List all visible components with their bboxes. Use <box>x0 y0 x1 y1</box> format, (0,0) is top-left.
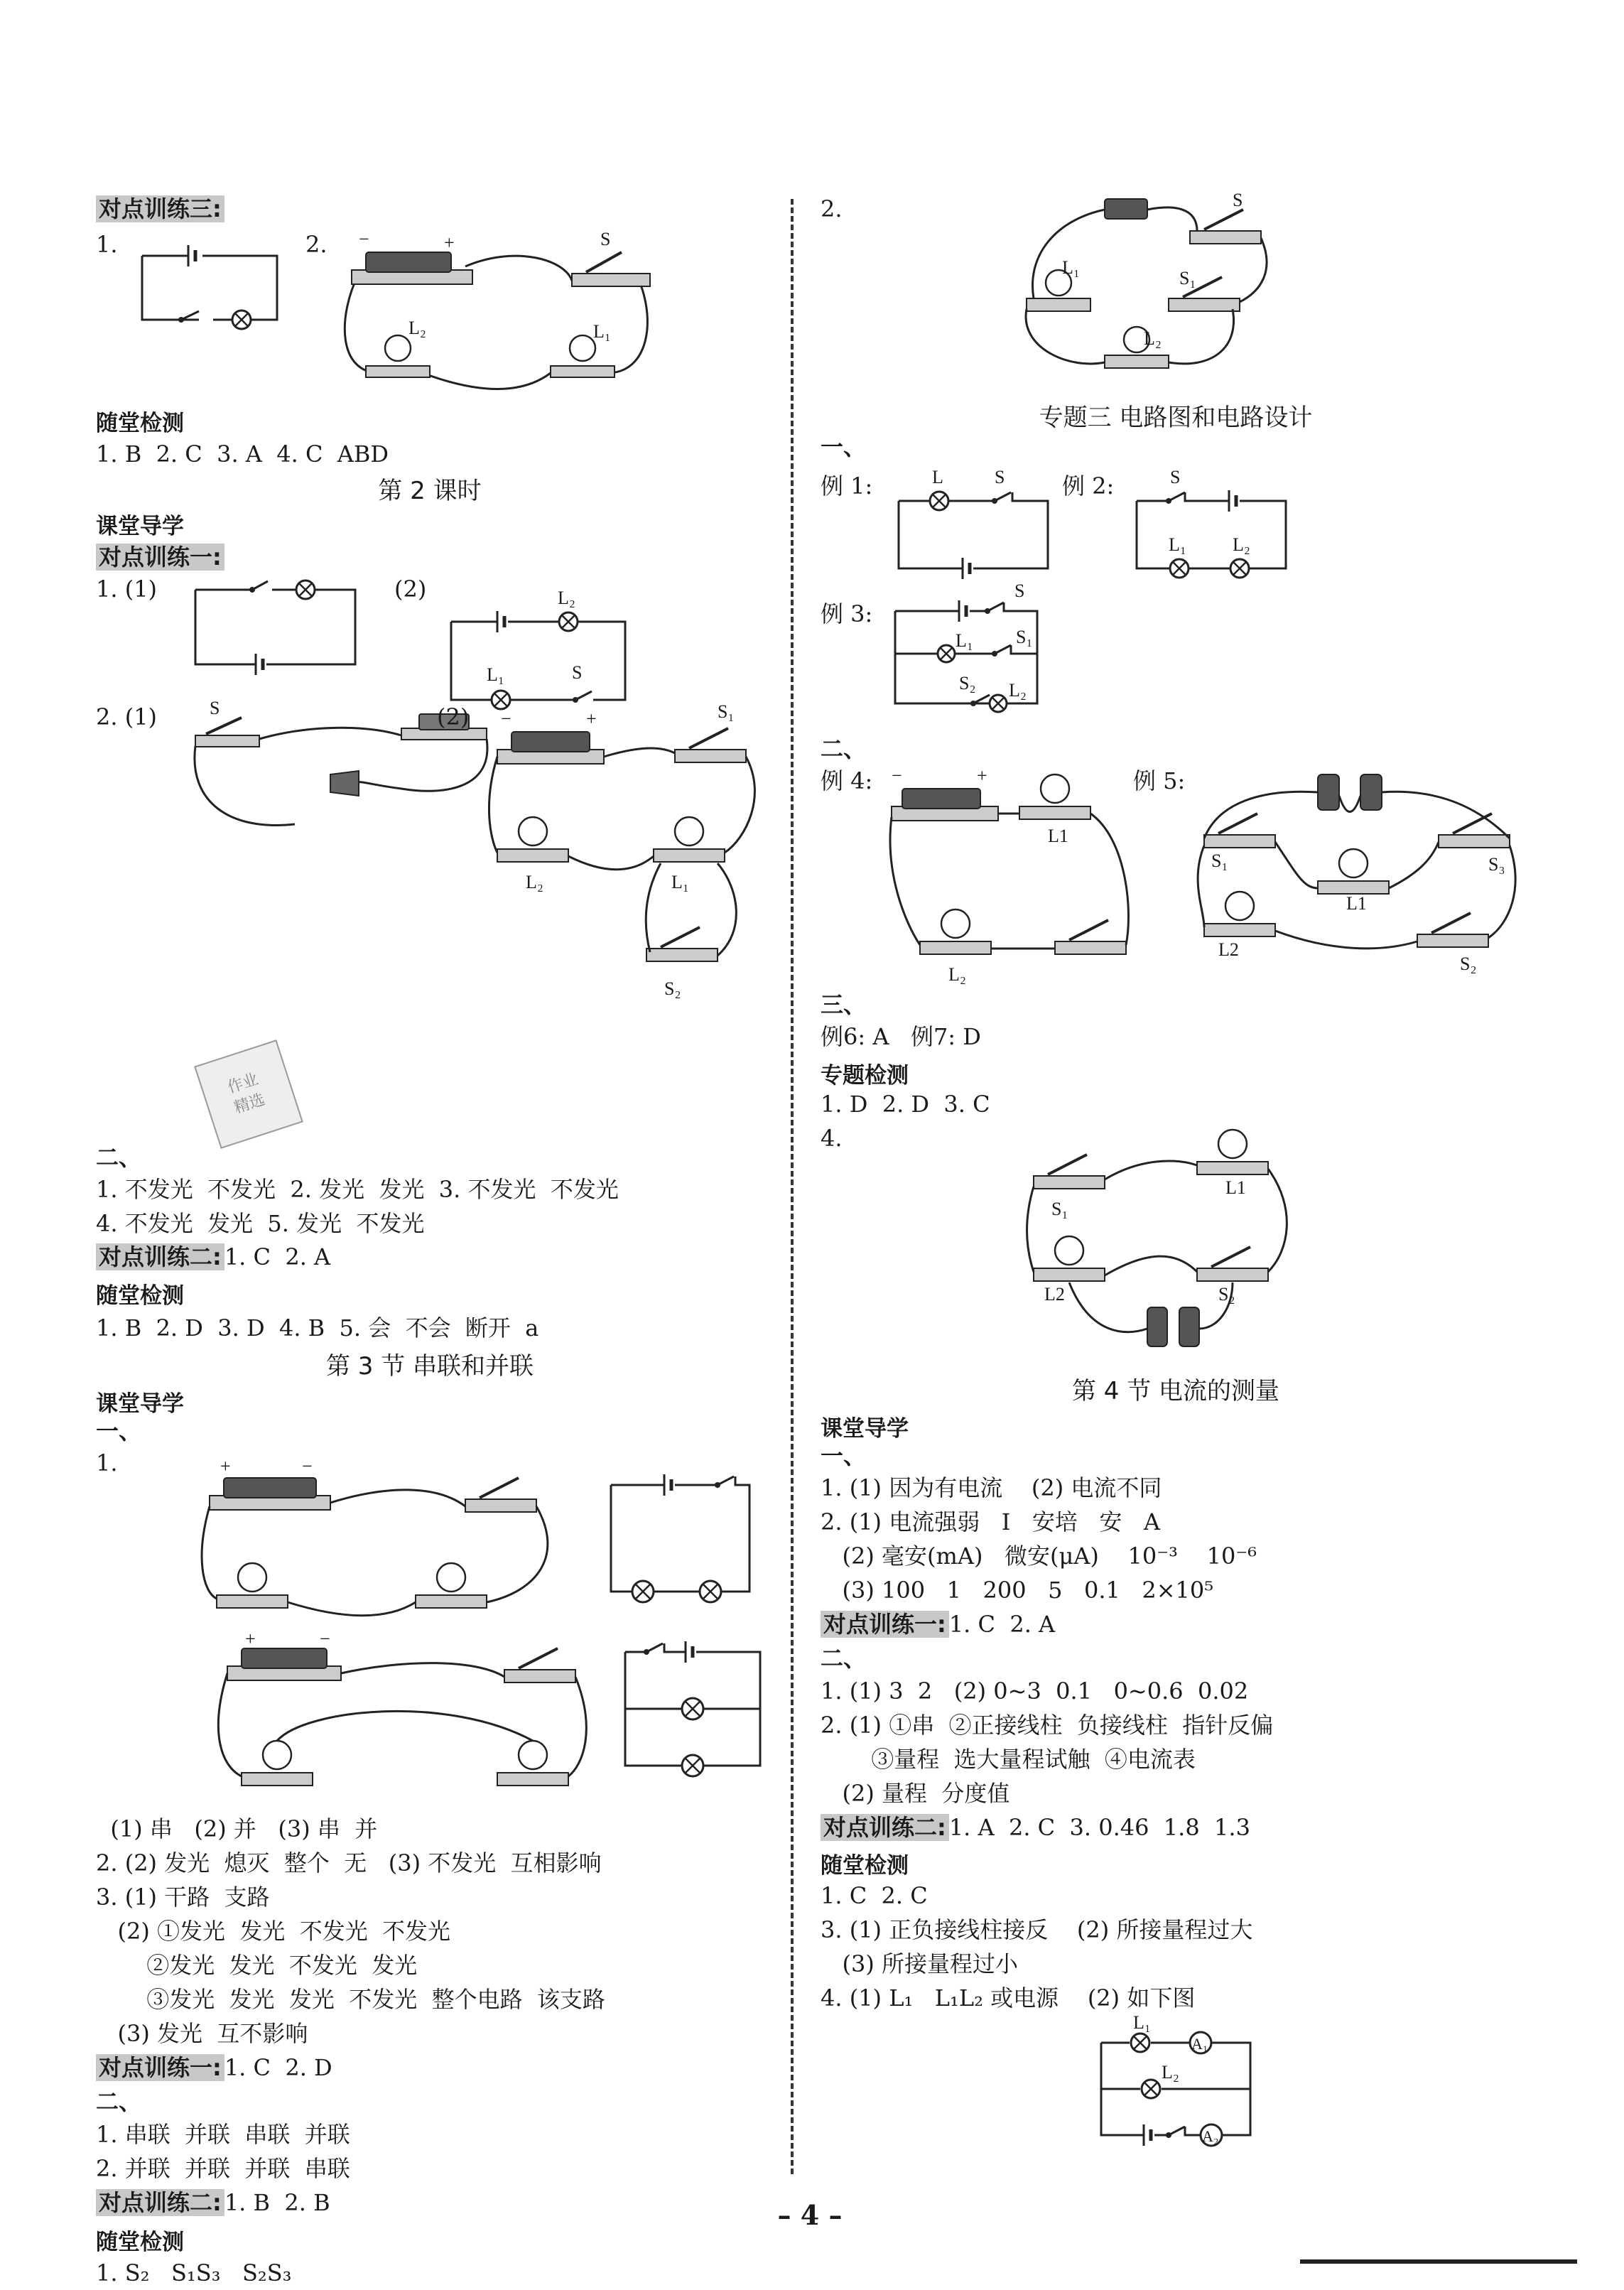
plus-sign-s3: + <box>220 1456 231 1476</box>
physical-circuit-parallel-q2-2 <box>483 703 781 1016</box>
q2-1-label: 2. (1) <box>96 703 158 730</box>
ex2-label-s: S <box>1170 467 1181 487</box>
circuit-diagram-q1-1 <box>188 576 366 675</box>
r-q2-bulb-l1: L₁ <box>1062 257 1080 278</box>
switch-s2-label: S₂ <box>664 978 681 999</box>
drill1b-answers: 1. C 2. D <box>224 2054 332 2081</box>
amm-label-l1: L₁ <box>1133 2012 1151 2033</box>
physical-circuit-r-q4 <box>1034 1123 1297 1357</box>
r-line-e: 1. (1) 3 2 (2) 0~3 0.1 0~0.6 0.02 <box>821 1678 1249 1705</box>
r-line-f: 2. (1) ①串 ②正接线柱 负接线柱 指针反偏 <box>821 1712 1274 1739</box>
r-part2-label: 二、 <box>821 735 867 762</box>
minus-sign-s3: − <box>302 1456 313 1476</box>
physical-circuit-parallel-s3 <box>220 1631 604 1801</box>
switch-label-q2: S <box>210 698 220 718</box>
ammeter-a1: A₁ <box>1191 2035 1208 2053</box>
ex4-label: 例 4: <box>821 767 873 794</box>
minus-sign-s3b: − <box>320 1629 330 1649</box>
quiz-answers: 1. B 2. C 3. A 4. C ABD <box>96 441 389 468</box>
r-line-b: 2. (1) 电流强弱 I 安培 安 A <box>821 1508 1161 1535</box>
stamp-text-1: 作业 <box>224 1069 261 1096</box>
topic-quiz-label: 专题检测 <box>821 1063 909 1089</box>
s3-line-b: 2. (2) 发光 熄灭 整个 无 (3) 不发光 互相影响 <box>96 1849 602 1876</box>
r-q4-label: 4. <box>821 1125 843 1152</box>
s3-line-e: ②发光 发光 不发光 发光 <box>96 1952 418 1979</box>
drill1-label: 对点训练一: <box>96 544 224 571</box>
r-line-j: 3. (1) 正负接线柱接反 (2) 所接量程过大 <box>821 1916 1253 1943</box>
ex5-bulb-l2: L2 <box>1218 939 1239 960</box>
circuit-diagram-series-simple <box>135 242 291 327</box>
part2-line-b: 4. 不发光 发光 5. 发光 不发光 <box>96 1210 425 1237</box>
ex5-switch-s3: S₃ <box>1488 854 1505 875</box>
ex2-label: 例 2: <box>1062 472 1115 499</box>
q1-2-label: (2) <box>394 576 427 603</box>
r-line-a: 1. (1) 因为有电流 (2) 电流不同 <box>821 1474 1162 1501</box>
circuit-diagram-q1-2 <box>444 590 636 711</box>
r-drill1-label: 对点训练一: <box>821 1611 949 1638</box>
part2b-label: 二、 <box>96 2088 142 2115</box>
physical-circuit-series-s3 <box>202 1457 572 1620</box>
drill3-label: 对点训练三: <box>96 195 224 222</box>
class-guide2-label: 课堂导学 <box>96 1391 184 1417</box>
circuit-diagram-ex1 <box>888 465 1059 579</box>
quiz2-answers: 1. B 2. D 3. D 4. B 5. 会 不会 断开 a <box>96 1314 539 1341</box>
ex5-switch-s1: S₁ <box>1211 850 1228 871</box>
drill2b-label: 对点训练二: <box>96 2189 224 2216</box>
r-q4-bulb-l2: L2 <box>1044 1284 1065 1305</box>
drill1b-label: 对点训练一: <box>96 2054 224 2081</box>
s3-line-g: (3) 发光 互不影响 <box>96 2020 308 2047</box>
ex67-answers: 例6: A 例7: D <box>821 1023 981 1050</box>
ex3-label-s1: S₁ <box>1016 627 1033 647</box>
r-q4-switch-s1: S₁ <box>1051 1199 1068 1219</box>
circuit-diagram-ex3 <box>888 580 1059 718</box>
topic-quiz-answers: 1. D 2. D 3. C <box>821 1091 990 1118</box>
ex1-label-l: L <box>932 467 943 487</box>
bulb-label-l1: L₁ <box>593 321 611 342</box>
lesson2-title: 第 2 课时 <box>378 477 482 505</box>
section4-title: 第 4 节 电流的测量 <box>1071 1377 1280 1405</box>
page-number: – 4 – <box>777 2199 843 2231</box>
ex3-label-s2: S₂ <box>959 673 976 693</box>
bulb-label-l2: L₂ <box>408 318 426 338</box>
section3-title: 第 3 节 串联和并联 <box>325 1352 534 1381</box>
circuit-diagram-ex2 <box>1126 465 1297 586</box>
amm-label-l2: L₂ <box>1162 2062 1179 2083</box>
r-line-k: (3) 所接量程过小 <box>821 1950 1019 1977</box>
drill2-answers: 1. C 2. A <box>224 1243 331 1270</box>
r-drill2-answers: 1. A 2. C 3. 0.46 1.8 1.3 <box>948 1814 1250 1841</box>
label-s: S <box>572 662 583 683</box>
label-l1: L₁ <box>487 664 504 685</box>
circuit-diagram-series-s3 <box>604 1471 760 1599</box>
ex4-bulb-l2: L₂ <box>948 964 966 985</box>
stamp-seal <box>192 1037 305 1151</box>
s3-line-c: 3. (1) 干路 支路 <box>96 1884 270 1911</box>
r-part1b-label: 一、 <box>821 1442 867 1469</box>
ex5-label: 例 5: <box>1133 767 1186 794</box>
ex3-label: 例 3: <box>821 600 873 627</box>
quiz3-label: 随堂检测 <box>96 2230 184 2255</box>
minus-sign: − <box>359 229 369 249</box>
circuit-diagram-ammeter <box>1090 2012 1261 2146</box>
r-line-h: (2) 量程 分度值 <box>821 1780 1010 1807</box>
r-drill1-answers: 1. C 2. A <box>948 1611 1056 1638</box>
r-line-i: 1. C 2. C <box>821 1882 928 1909</box>
ex5-switch-s2: S₂ <box>1460 954 1477 974</box>
drill3-q1: 1. <box>96 231 118 258</box>
ex3-label-l2: L₂ <box>1009 680 1027 701</box>
s3-line-f: ③发光 发光 发光 不发光 整个电路 该支路 <box>96 1986 605 2013</box>
circuit-diagram-parallel-s3 <box>618 1638 774 1780</box>
ex5-bulb-l1: L1 <box>1346 893 1367 914</box>
switch-s1-label: S₁ <box>718 701 735 722</box>
ex3-label-s: S <box>1014 580 1025 601</box>
ex4-plus: + <box>977 765 987 786</box>
bottom-rule <box>1300 2259 1577 2264</box>
physical-circuit-series-two-bulbs <box>337 231 707 401</box>
r-class-guide-label: 课堂导学 <box>821 1416 909 1442</box>
column-divider <box>791 199 794 2174</box>
r-q2-switch-s: S <box>1233 190 1243 210</box>
r-part2b-label: 二、 <box>821 1645 867 1672</box>
ex4-bulb-l1: L1 <box>1048 826 1068 846</box>
ex4-minus: − <box>892 765 902 786</box>
r-line-l: 4. (1) L₁ L₁L₂ 或电源 (2) 如下图 <box>821 1984 1196 2011</box>
r-q4-switch-s2: S₂ <box>1218 1284 1235 1305</box>
label-l2: L₂ <box>558 588 575 608</box>
r-q2-label: 2. <box>821 195 843 222</box>
r-quiz-label: 随堂检测 <box>821 1853 909 1879</box>
plus-sign-s3b: + <box>245 1629 256 1649</box>
topic3-title: 专题三 电路图和电路设计 <box>1039 404 1313 432</box>
drill3-q2: 2. <box>305 231 327 258</box>
drill2-label: 对点训练二: <box>96 1243 224 1270</box>
r-drill2-label: 对点训练二: <box>821 1814 949 1841</box>
class-guide-label: 课堂导学 <box>96 514 184 539</box>
plus-sign: + <box>444 232 455 253</box>
r-line-d: (3) 100 1 200 5 0.1 2×10⁵ <box>821 1577 1214 1604</box>
r-line-c: (2) 毫安(mA) 微安(μA) 10⁻³ 10⁻⁶ <box>821 1543 1257 1570</box>
quiz2-label: 随堂检测 <box>96 1283 184 1309</box>
r-q2-switch-s1: S₁ <box>1179 268 1196 288</box>
bulb-l1-label: L₁ <box>671 872 689 892</box>
r-q4-bulb-l1: L1 <box>1225 1177 1246 1198</box>
part2-label: 二、 <box>96 1144 142 1171</box>
bulb-l2-label: L₂ <box>526 872 543 892</box>
s3-q1-label: 1. <box>96 1449 118 1476</box>
s3-line-i: 2. 并联 并联 并联 串联 <box>96 2155 350 2182</box>
r-part1-label: 一、 <box>821 433 867 460</box>
physical-circuit-r-q2 <box>1027 192 1282 377</box>
ammeter-a2: A₂ <box>1202 2127 1219 2145</box>
ex1-label-s: S <box>995 467 1005 487</box>
quiz3-answers: 1. S₂ S₁S₃ S₂S₃ <box>96 2259 292 2286</box>
physical-circuit-ex5 <box>1204 767 1517 973</box>
switch-label: S <box>600 229 611 249</box>
s3-line-d: (2) ①发光 发光 不发光 不发光 <box>96 1918 451 1945</box>
r-part3-label: 三、 <box>821 991 867 1018</box>
part2-line-a: 1. 不发光 不发光 2. 发光 发光 3. 不发光 不发光 <box>96 1176 619 1203</box>
minus-sign-q2: − <box>501 708 511 729</box>
ex2-label-l2: L₂ <box>1233 534 1250 555</box>
s3-line-h: 1. 串联 并联 串联 并联 <box>96 2121 350 2148</box>
part1-label: 一、 <box>96 1417 142 1444</box>
physical-circuit-ex4 <box>892 765 1147 985</box>
ex2-label-l1: L₁ <box>1169 534 1186 555</box>
r-line-g: ③量程 选大量程试触 ④电流表 <box>821 1746 1196 1773</box>
ex1-label: 例 1: <box>821 472 873 499</box>
r-q2-bulb-l2: L₂ <box>1144 328 1162 349</box>
stamp-text-2: 精选 <box>232 1090 267 1117</box>
quiz-label: 随堂检测 <box>96 411 184 436</box>
s3-line-a: (1) 串 (2) 并 (3) 串 并 <box>96 1815 378 1842</box>
drill2b-answers: 1. B 2. B <box>224 2189 330 2216</box>
q2-2-label: (2) <box>437 703 470 730</box>
ex3-label-l1: L₁ <box>956 630 973 651</box>
q1-1-label: 1. (1) <box>96 576 158 603</box>
plus-sign-q2: + <box>586 708 597 729</box>
